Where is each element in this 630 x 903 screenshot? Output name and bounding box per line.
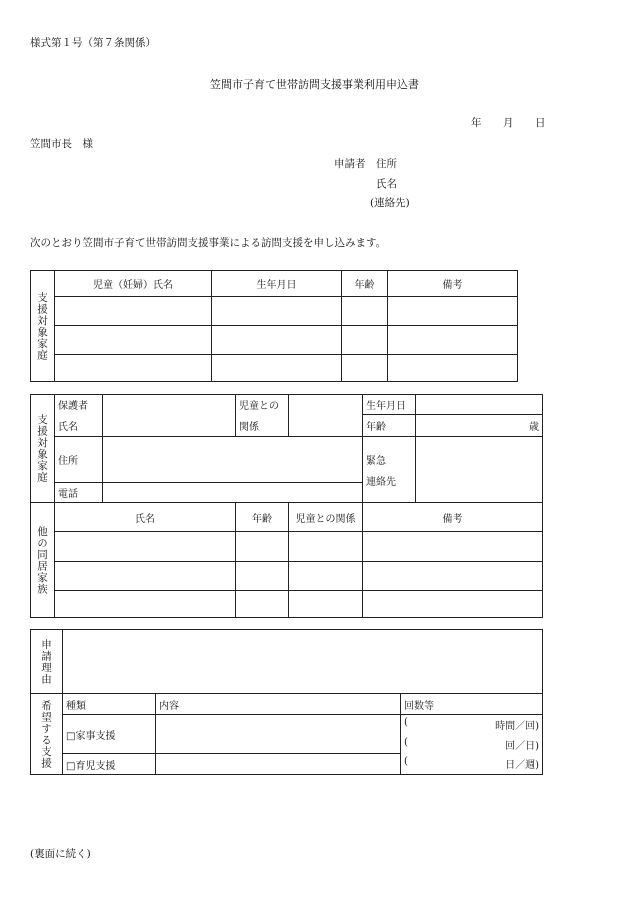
family-relation-cell[interactable] bbox=[289, 562, 363, 591]
emergency-contact-cell[interactable] bbox=[416, 437, 543, 503]
child-age-header: 年齢 bbox=[342, 271, 388, 297]
child-name-header: 児童（妊婦）氏名 bbox=[55, 271, 212, 297]
age-unit: 歳 bbox=[529, 422, 539, 433]
relation-cell[interactable] bbox=[289, 395, 363, 437]
date-year-label: 年 bbox=[471, 117, 482, 129]
childcare-support-checkbox[interactable]: □育児支援 bbox=[63, 754, 156, 775]
child-age-cell[interactable] bbox=[342, 355, 388, 382]
child-notes-cell[interactable] bbox=[388, 326, 518, 355]
type-header: 種類 bbox=[63, 694, 156, 715]
family-name-cell[interactable] bbox=[55, 532, 236, 562]
form-number: 様式第１号（第７条関係） bbox=[30, 37, 156, 49]
guardian-label: 保護者 bbox=[55, 395, 103, 415]
guardian-table bbox=[30, 394, 543, 618]
family-name-cell[interactable] bbox=[55, 591, 236, 618]
relation-label-1: 児童との bbox=[236, 395, 289, 415]
count-row-hours[interactable]: ( 時間／回) bbox=[401, 715, 543, 735]
footer-note: (裏面に続く) bbox=[30, 848, 91, 860]
applicant-contact-label: (連絡先) bbox=[370, 197, 410, 209]
relation-label-2: 関係 bbox=[236, 415, 289, 437]
child-notes-cell[interactable] bbox=[388, 297, 518, 326]
date-month-label: 月 bbox=[503, 117, 514, 129]
child-age-cell[interactable] bbox=[342, 297, 388, 326]
page-title: 笠間市子育て世帯訪問支援事業利用申込書 bbox=[210, 78, 419, 91]
date-day-label: 日 bbox=[535, 117, 546, 129]
hope-label: 希望する支援 bbox=[31, 694, 63, 775]
family-relation-header: 児童との関係 bbox=[289, 503, 363, 532]
child-notes-cell[interactable] bbox=[388, 355, 518, 382]
family-name-cell[interactable] bbox=[55, 562, 236, 591]
guardian-side-label: 支援対象家庭 bbox=[31, 395, 55, 503]
family-age-cell[interactable] bbox=[236, 532, 289, 562]
family-notes-cell[interactable] bbox=[363, 562, 543, 591]
count-row-days[interactable]: ( 日／週) bbox=[401, 754, 543, 775]
addressee: 笠間市長 様 bbox=[30, 138, 93, 150]
guardian-phone-label: 電話 bbox=[55, 483, 103, 503]
guardian-age-cell[interactable] bbox=[416, 415, 543, 437]
family-age-cell[interactable] bbox=[236, 591, 289, 618]
family-side-label: 他の同居家族 bbox=[31, 503, 55, 618]
guardian-birth-label: 生年月日 bbox=[363, 395, 416, 415]
family-relation-cell[interactable] bbox=[289, 532, 363, 562]
child-birth-header: 生年月日 bbox=[212, 271, 342, 297]
child-name-cell[interactable] bbox=[55, 297, 212, 326]
emergency-contact-label: 緊急 連絡先 bbox=[363, 437, 416, 503]
family-relation-cell[interactable] bbox=[289, 591, 363, 618]
family-name-header: 氏名 bbox=[55, 503, 236, 532]
guardian-name-label: 氏名 bbox=[55, 415, 103, 437]
count-row-times[interactable]: ( 回／日) bbox=[401, 735, 543, 754]
child-birth-cell[interactable] bbox=[212, 355, 342, 382]
guardian-birth-cell[interactable] bbox=[416, 395, 543, 415]
housework-support-checkbox[interactable]: □家事支援 bbox=[63, 715, 156, 754]
content-header: 内容 bbox=[156, 694, 401, 715]
family-notes-header: 備考 bbox=[363, 503, 543, 532]
applicant-name-label: 氏名 bbox=[376, 178, 397, 190]
reason-cell[interactable] bbox=[63, 630, 543, 694]
child-table bbox=[30, 270, 518, 382]
family-age-cell[interactable] bbox=[236, 562, 289, 591]
child-age-cell[interactable] bbox=[342, 326, 388, 355]
applicant-label: 申請者 bbox=[334, 158, 366, 170]
child-notes-header: 備考 bbox=[388, 271, 518, 297]
intro-text: 次のとおり笠間市子育て世帯訪問支援事業による訪問支援を申し込みます。 bbox=[30, 237, 387, 249]
support-table bbox=[30, 629, 543, 775]
child-name-cell[interactable] bbox=[55, 355, 212, 382]
child-table-side-label: 支援対象家庭 bbox=[31, 271, 55, 382]
guardian-age-label: 年齢 bbox=[363, 415, 416, 437]
guardian-phone-cell[interactable] bbox=[103, 483, 363, 503]
count-header: 回数等 bbox=[401, 694, 543, 715]
child-name-cell[interactable] bbox=[55, 326, 212, 355]
housework-content-cell[interactable] bbox=[156, 715, 401, 754]
reason-label: 申請理由 bbox=[31, 630, 63, 694]
child-birth-cell[interactable] bbox=[212, 326, 342, 355]
guardian-name-cell[interactable] bbox=[103, 395, 236, 437]
family-notes-cell[interactable] bbox=[363, 591, 543, 618]
child-birth-cell[interactable] bbox=[212, 297, 342, 326]
guardian-address-label: 住所 bbox=[55, 437, 103, 483]
applicant-address-label: 住所 bbox=[376, 158, 397, 170]
family-notes-cell[interactable] bbox=[363, 532, 543, 562]
family-age-header: 年齢 bbox=[236, 503, 289, 532]
guardian-address-cell[interactable] bbox=[103, 437, 363, 483]
childcare-content-cell[interactable] bbox=[156, 754, 401, 775]
